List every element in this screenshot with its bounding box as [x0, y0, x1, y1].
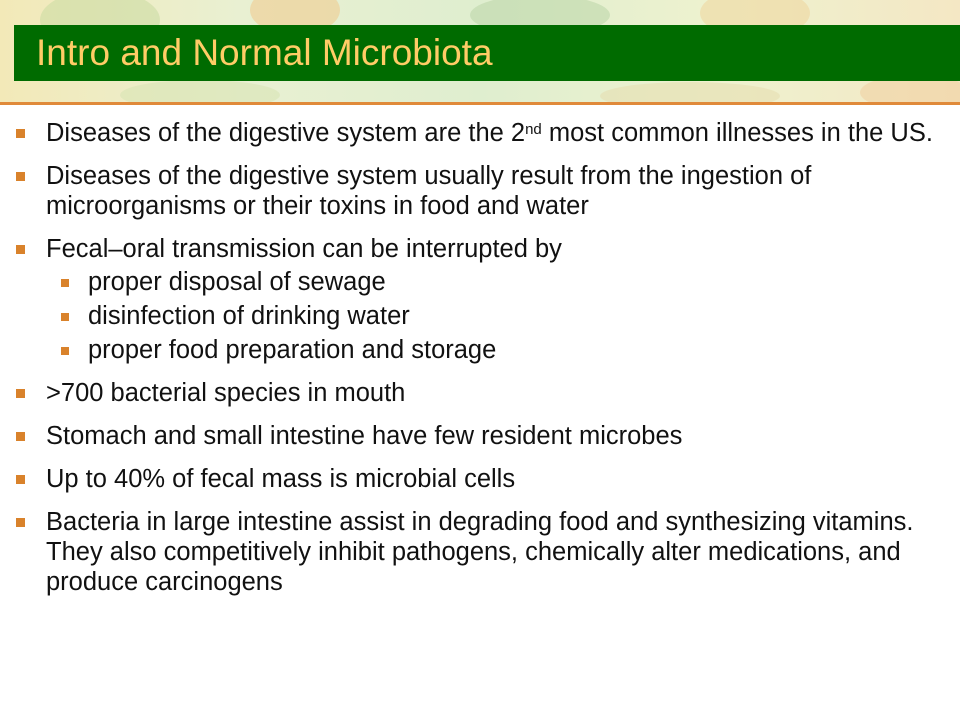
decorative-blob	[600, 82, 780, 103]
sub-bullet-item	[0, 335, 940, 365]
square-bullet-icon	[61, 347, 69, 355]
bullet-text: Bacteria in large intestine assist in degrading food and synthesizing vitamins. They also competitively inhibit pathogens, chemically alter medications, and produce carcinogens	[46, 508, 914, 596]
bullet-item	[0, 234, 960, 365]
square-bullet-icon	[61, 279, 69, 287]
bullet-item	[0, 421, 960, 451]
square-bullet-icon	[61, 313, 69, 321]
square-bullet-icon	[16, 172, 25, 181]
header-divider	[0, 102, 960, 105]
bullet-item	[0, 118, 960, 148]
square-bullet-icon	[16, 129, 25, 138]
sub-bullet-item	[0, 301, 940, 331]
square-bullet-icon	[16, 245, 25, 254]
ordinal-superscript: nd	[525, 121, 542, 138]
square-bullet-icon	[16, 475, 25, 484]
sub-bullet-item	[0, 267, 940, 297]
bullet-text: Stomach and small intestine have few resident microbes	[46, 422, 683, 450]
bullet-item	[0, 161, 960, 221]
bullet-text: Fecal–oral transmission can be interrupted by	[46, 235, 562, 263]
bullet-item	[0, 378, 960, 408]
bullet-text: Diseases of the digestive system are the 2	[46, 119, 526, 147]
square-bullet-icon	[16, 389, 25, 398]
slide-title: Intro and Normal Microbiota	[36, 32, 493, 73]
sub-bullet-text: proper food preparation and storage	[88, 336, 497, 364]
bullet-text: Up to 40% of fecal mass is microbial cells	[46, 465, 516, 493]
bullet-item	[0, 507, 960, 597]
bullet-list	[0, 118, 960, 610]
bullet-text: Diseases of the digestive system usually result from the ingestion of microorganisms or their toxins in food and water	[46, 162, 812, 220]
sub-bullet-text: disinfection of drinking water	[88, 302, 410, 330]
square-bullet-icon	[16, 432, 25, 441]
bullet-text: >700 bacterial species in mouth	[46, 379, 406, 407]
sub-bullet-text: proper disposal of sewage	[88, 268, 386, 296]
bullet-item	[0, 464, 960, 494]
decorative-blob	[120, 80, 280, 103]
title-bar	[14, 25, 960, 81]
bullet-text: most common illnesses in the US.	[541, 119, 933, 147]
square-bullet-icon	[16, 518, 25, 527]
